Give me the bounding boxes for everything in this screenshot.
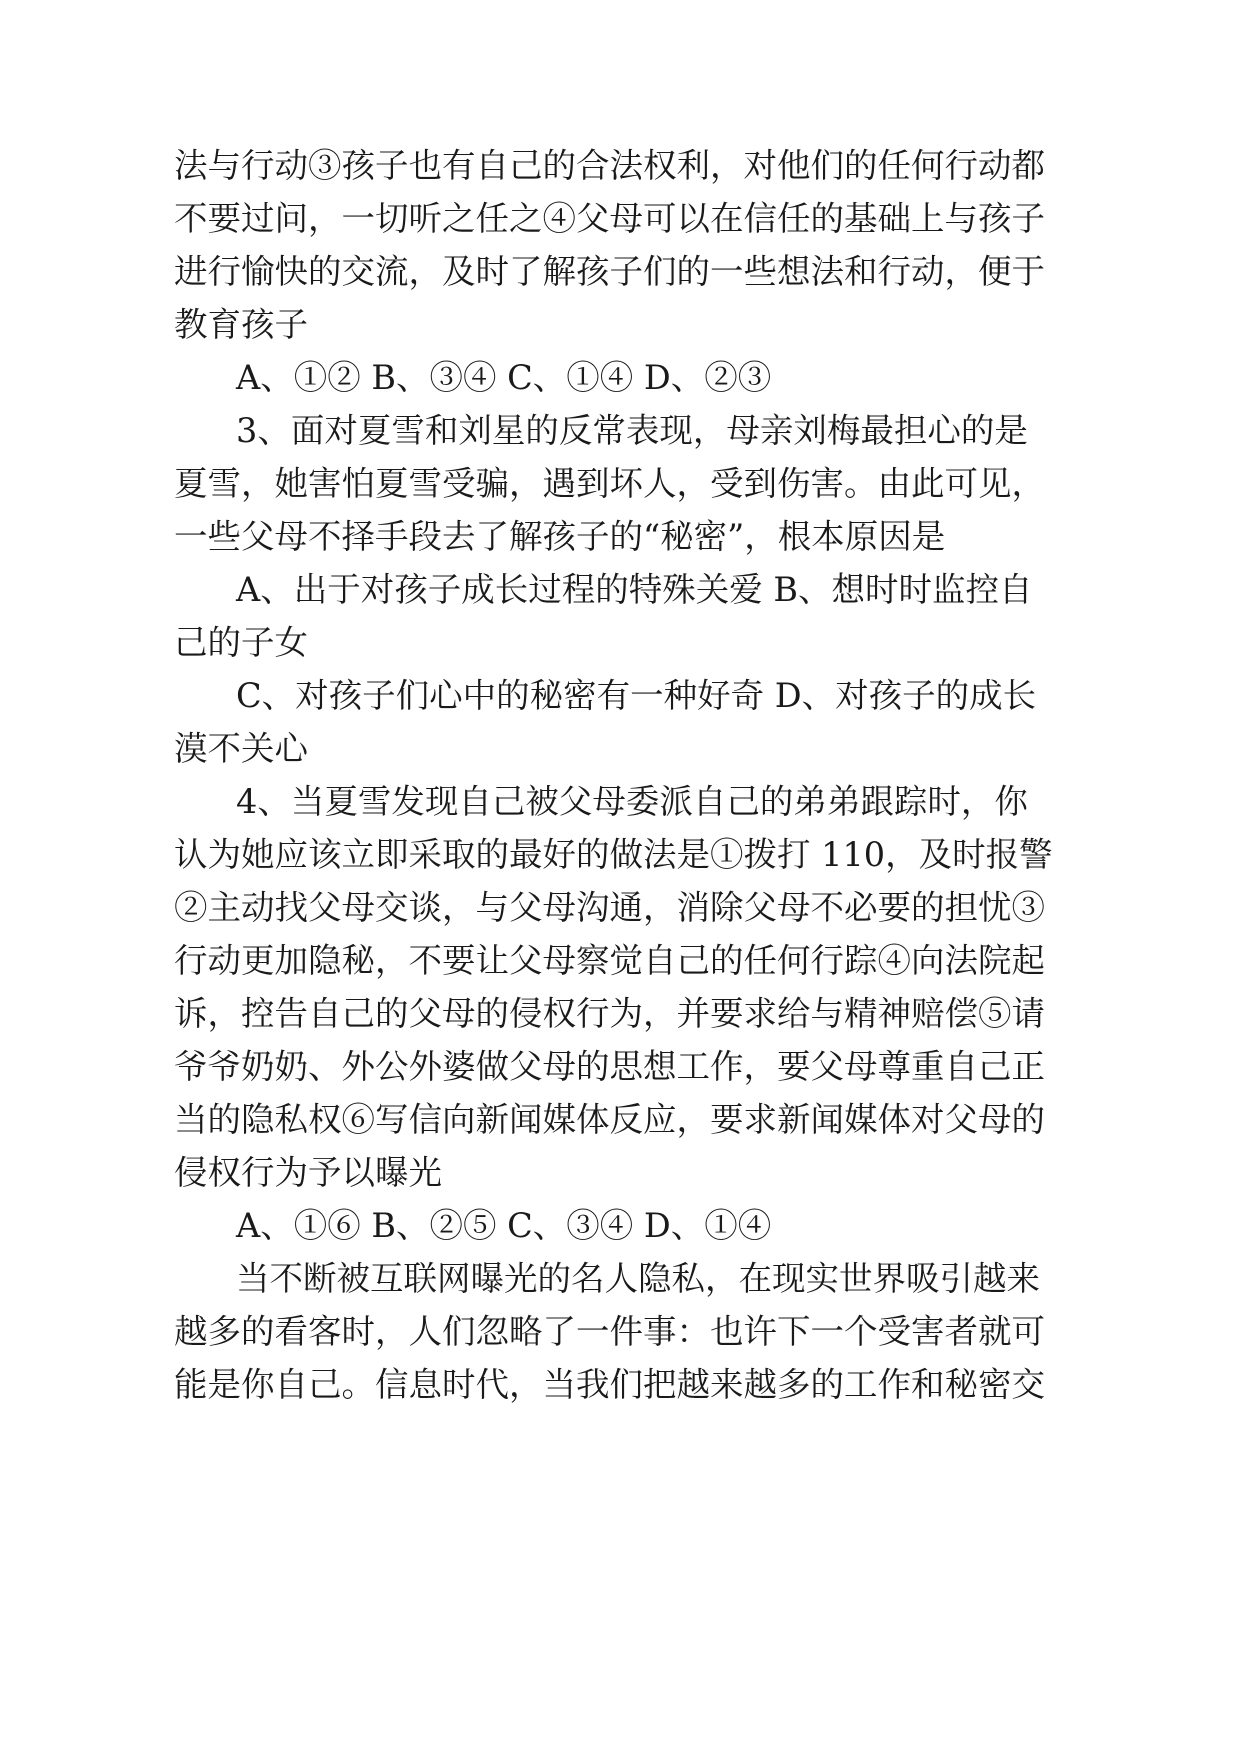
question-4-line-5: 诉，控告自己的父母的侵权行为，并要求给与精神赔偿⑤请 <box>174 994 1045 1033</box>
question-4-line-1: 4、当夏雪发现自己被父母委派自己的弟弟跟踪时，你 <box>236 782 1028 821</box>
answer-options-q3-line-1: A、出于对孩子成长过程的特殊关爱 B、想时时监控自 <box>236 570 1033 609</box>
passage-line-3: 能是你自己。信息时代，当我们把越来越多的工作和秘密交 <box>174 1365 1045 1404</box>
question-3-line-1: 3、面对夏雪和刘星的反常表现，母亲刘梅最担心的是 <box>236 411 1028 450</box>
question-3-line-3: 一些父母不择手段去了解孩子的“秘密”，根本原因是 <box>174 517 946 556</box>
question-4-line-4: 行动更加隐秘，不要让父母察觉自己的任何行踪④向法院起 <box>174 941 1045 980</box>
question-3-line-2: 夏雪，她害怕夏雪受骗，遇到坏人，受到伤害。由此可见， <box>174 464 1045 503</box>
text-line-1: 法与行动③孩子也有自己的合法权利，对他们的任何行动都 <box>174 146 1045 185</box>
answer-options-q3-line-2: 己的子女 <box>174 623 308 662</box>
text-line-3: 进行愉快的交流，及时了解孩子们的一些想法和行动，便于 <box>174 252 1045 291</box>
question-4-line-8: 侵权行为予以曝光 <box>174 1153 442 1192</box>
passage-line-2: 越多的看客时，人们忽略了一件事：也许下一个受害者就可 <box>174 1312 1045 1351</box>
question-4-line-2: 认为她应该立即采取的最好的做法是①拨打 110，及时报警 <box>174 835 1053 874</box>
question-4-line-3: ②主动找父母交谈，与父母沟通，消除父母不必要的担忧③ <box>174 888 1045 927</box>
question-4-line-7: 当的隐私权⑥写信向新闻媒体反应，要求新闻媒体对父母的 <box>174 1100 1045 1139</box>
passage-line-1: 当不断被互联网曝光的名人隐私，在现实世界吸引越来 <box>236 1259 1040 1298</box>
answer-options-q4: A、①⑥ B、②⑤ C、③④ D、①④ <box>236 1206 772 1245</box>
answer-options-q3-line-4: 漠不关心 <box>174 729 308 768</box>
answer-options-q2: A、①② B、③④ C、①④ D、②③ <box>236 358 772 397</box>
text-line-4: 教育孩子 <box>174 305 308 344</box>
text-line-2: 不要过问，一切听之任之④父母可以在信任的基础上与孩子 <box>174 199 1045 238</box>
question-4-line-6: 爷爷奶奶、外公外婆做父母的思想工作，要父母尊重自己正 <box>174 1047 1045 1086</box>
answer-options-q3-line-3: C、对孩子们心中的秘密有一种好奇 D、对孩子的成长 <box>236 676 1037 715</box>
